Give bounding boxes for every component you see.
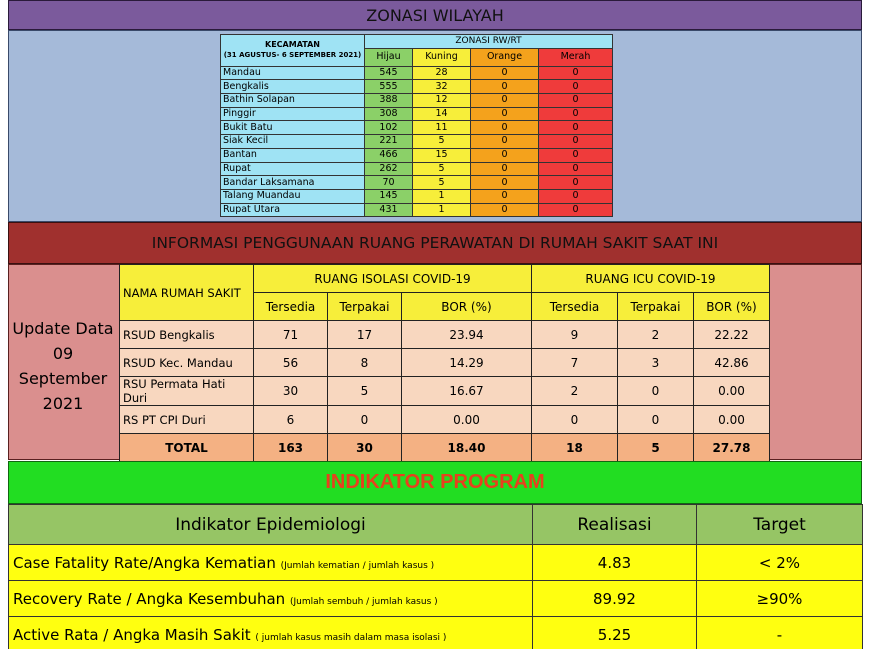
indikator-row bbox=[9, 581, 863, 617]
col-orange-header: Orange bbox=[471, 48, 539, 66]
sub-header-terpakai: Terpakai bbox=[328, 293, 402, 321]
zonasi-row bbox=[221, 66, 613, 80]
update-label-line: Update Data bbox=[12, 319, 114, 338]
col-kuning-header: Kuning bbox=[413, 48, 471, 66]
hijau-cell: 431 bbox=[365, 203, 413, 217]
kuning-cell: 11 bbox=[413, 121, 471, 135]
orange-cell: 0 bbox=[471, 203, 539, 217]
orange-cell: 0 bbox=[471, 66, 539, 80]
rs-icu-header: RUANG ICU COVID-19 bbox=[532, 265, 770, 293]
realisasi-header: Realisasi bbox=[533, 505, 697, 545]
orange-cell: 0 bbox=[471, 94, 539, 108]
sub-header-terpakai: Terpakai bbox=[618, 293, 694, 321]
rs-total-cell: 5 bbox=[618, 434, 694, 462]
merah-cell: 0 bbox=[539, 135, 613, 149]
rs-value-cell: 3 bbox=[618, 349, 694, 377]
indikator-header: Indikator Epidemiologi bbox=[9, 505, 533, 545]
rs-name-cell: RS PT CPI Duri bbox=[120, 406, 254, 434]
sub-header-tersedia: Tersedia bbox=[254, 293, 328, 321]
orange-cell: 0 bbox=[471, 107, 539, 121]
rs-value-cell: 0.00 bbox=[402, 406, 532, 434]
zonasi-row bbox=[221, 203, 613, 217]
hijau-cell: 221 bbox=[365, 135, 413, 149]
update-label-line: September bbox=[18, 369, 108, 388]
rs-value-cell: 17 bbox=[328, 321, 402, 349]
rs-value-cell: 0 bbox=[618, 377, 694, 406]
merah-cell: 0 bbox=[539, 107, 613, 121]
kecamatan-cell: Pinggir bbox=[221, 107, 365, 121]
rs-table bbox=[119, 264, 770, 462]
kuning-cell: 5 bbox=[413, 162, 471, 176]
merah-cell: 0 bbox=[539, 203, 613, 217]
zonasi-row bbox=[221, 189, 613, 203]
rs-total-cell: 30 bbox=[328, 434, 402, 462]
col-hijau-header: Hijau bbox=[365, 48, 413, 66]
rs-name-cell: RSUD Bengkalis bbox=[120, 321, 254, 349]
orange-cell: 0 bbox=[471, 135, 539, 149]
kuning-cell: 12 bbox=[413, 94, 471, 108]
indikator-table bbox=[8, 504, 863, 649]
hijau-cell: 308 bbox=[365, 107, 413, 121]
merah-cell: 0 bbox=[539, 162, 613, 176]
rs-value-cell: 5 bbox=[328, 377, 402, 406]
orange-cell: 0 bbox=[471, 162, 539, 176]
rs-row bbox=[120, 377, 770, 406]
rs-total-cell: 18.40 bbox=[402, 434, 532, 462]
rs-value-cell: 0.00 bbox=[694, 377, 770, 406]
indikator-note: (Jumlah kematian / jumlah kasus ) bbox=[280, 560, 435, 571]
realisasi-cell: 4.83 bbox=[533, 545, 697, 581]
kecamatan-cell: Bathin Solapan bbox=[221, 94, 365, 108]
zonasi-row bbox=[221, 94, 613, 108]
rs-total-cell: 18 bbox=[532, 434, 618, 462]
merah-cell: 0 bbox=[539, 176, 613, 190]
kecamatan-cell: Talang Muandau bbox=[221, 189, 365, 203]
rs-value-cell: 23.94 bbox=[402, 321, 532, 349]
zonasi-row bbox=[221, 80, 613, 94]
rs-value-cell: 0 bbox=[618, 406, 694, 434]
rs-value-cell: 2 bbox=[532, 377, 618, 406]
rs-value-cell: 0 bbox=[328, 406, 402, 434]
indikator-title: INDIKATOR PROGRAM bbox=[8, 461, 862, 504]
kuning-cell: 14 bbox=[413, 107, 471, 121]
rs-row bbox=[120, 406, 770, 434]
kuning-cell: 5 bbox=[413, 135, 471, 149]
rs-value-cell: 16.67 bbox=[402, 377, 532, 406]
hijau-cell: 555 bbox=[365, 80, 413, 94]
kecamatan-cell: Rupat bbox=[221, 162, 365, 176]
rs-name-header: NAMA RUMAH SAKIT bbox=[120, 265, 254, 321]
zonasi-row bbox=[221, 162, 613, 176]
sub-header-bor: BOR (%) bbox=[694, 293, 770, 321]
realisasi-cell: 89.92 bbox=[533, 581, 697, 617]
rs-row bbox=[120, 321, 770, 349]
kecamatan-cell: Rupat Utara bbox=[221, 203, 365, 217]
zonasi-kecamatan-header bbox=[221, 35, 365, 67]
rs-row bbox=[120, 349, 770, 377]
target-header: Target bbox=[697, 505, 863, 545]
rs-name-cell: RSUD Kec. Mandau bbox=[120, 349, 254, 377]
rs-value-cell: 7 bbox=[532, 349, 618, 377]
update-label-line: 2021 bbox=[42, 394, 84, 413]
merah-cell: 0 bbox=[539, 94, 613, 108]
kecamatan-cell: Bengkalis bbox=[221, 80, 365, 94]
merah-cell: 0 bbox=[539, 148, 613, 162]
rs-value-cell: 71 bbox=[254, 321, 328, 349]
rs-total-label: TOTAL bbox=[120, 434, 254, 462]
indikator-label-cell bbox=[9, 545, 533, 581]
indikator-label: Recovery Rate / Angka Kesembuhan bbox=[13, 589, 286, 608]
kuning-cell: 15 bbox=[413, 148, 471, 162]
kecamatan-cell: Bukit Batu bbox=[221, 121, 365, 135]
orange-cell: 0 bbox=[471, 148, 539, 162]
hijau-cell: 545 bbox=[365, 66, 413, 80]
target-cell: - bbox=[697, 617, 863, 649]
hijau-cell: 262 bbox=[365, 162, 413, 176]
kuning-cell: 1 bbox=[413, 203, 471, 217]
kuning-cell: 32 bbox=[413, 80, 471, 94]
target-cell: ≥90% bbox=[697, 581, 863, 617]
rs-name-cell: RSU Permata Hati Duri bbox=[120, 377, 254, 406]
indikator-label: Case Fatality Rate/Angka Kematian bbox=[13, 553, 276, 572]
hijau-cell: 145 bbox=[365, 189, 413, 203]
sub-header-bor: BOR (%) bbox=[402, 293, 532, 321]
zonasi-row bbox=[221, 148, 613, 162]
kecamatan-cell: Bandar Laksamana bbox=[221, 176, 365, 190]
merah-cell: 0 bbox=[539, 66, 613, 80]
hijau-cell: 70 bbox=[365, 176, 413, 190]
kuning-cell: 1 bbox=[413, 189, 471, 203]
merah-cell: 0 bbox=[539, 80, 613, 94]
col-merah-header: Merah bbox=[539, 48, 613, 66]
zonasi-row bbox=[221, 107, 613, 121]
kecamatan-cell: Siak Kecil bbox=[221, 135, 365, 149]
realisasi-cell: 5.25 bbox=[533, 617, 697, 649]
indikator-row bbox=[9, 617, 863, 649]
update-label-line: 09 bbox=[52, 344, 74, 363]
zonasi-body bbox=[221, 66, 613, 217]
zonasi-table bbox=[220, 34, 613, 217]
zonasi-rw-rt-header: ZONASI RW/RT bbox=[365, 35, 613, 49]
zonasi-row bbox=[221, 135, 613, 149]
indikator-row bbox=[9, 545, 863, 581]
target-cell: < 2% bbox=[697, 545, 863, 581]
rs-value-cell: 42.86 bbox=[694, 349, 770, 377]
indikator-label-cell bbox=[9, 617, 533, 649]
indikator-note: ( jumlah kasus masih dalam masa isolasi ) bbox=[255, 632, 447, 643]
zonasi-row bbox=[221, 176, 613, 190]
hijau-cell: 102 bbox=[365, 121, 413, 135]
rs-total-row bbox=[120, 434, 770, 462]
zonasi-row bbox=[221, 121, 613, 135]
kuning-cell: 28 bbox=[413, 66, 471, 80]
indikator-label-cell bbox=[9, 581, 533, 617]
orange-cell: 0 bbox=[471, 80, 539, 94]
orange-cell: 0 bbox=[471, 121, 539, 135]
rs-isolasi-header: RUANG ISOLASI COVID-19 bbox=[254, 265, 532, 293]
kecamatan-header-label: KECAMATAN bbox=[265, 40, 320, 50]
kuning-cell: 5 bbox=[413, 176, 471, 190]
hijau-cell: 466 bbox=[365, 148, 413, 162]
rs-value-cell: 14.29 bbox=[402, 349, 532, 377]
merah-cell: 0 bbox=[539, 189, 613, 203]
kecamatan-cell: Mandau bbox=[221, 66, 365, 80]
update-date-label bbox=[8, 316, 118, 416]
indikator-body bbox=[9, 545, 863, 649]
merah-cell: 0 bbox=[539, 121, 613, 135]
rs-value-cell: 0.00 bbox=[694, 406, 770, 434]
hijau-cell: 388 bbox=[365, 94, 413, 108]
rs-body bbox=[120, 321, 770, 462]
rs-value-cell: 30 bbox=[254, 377, 328, 406]
period-header-label: (31 AGUSTUS- 6 SEPTEMBER 2021) bbox=[223, 51, 362, 60]
rs-value-cell: 6 bbox=[254, 406, 328, 434]
indikator-note: (Jumlah sembuh / jumlah kasus ) bbox=[289, 596, 438, 607]
rs-value-cell: 8 bbox=[328, 349, 402, 377]
rs-value-cell: 22.22 bbox=[694, 321, 770, 349]
kecamatan-cell: Bantan bbox=[221, 148, 365, 162]
rs-value-cell: 56 bbox=[254, 349, 328, 377]
orange-cell: 0 bbox=[471, 176, 539, 190]
rs-title: INFORMASI PENGGUNAAN RUANG PERAWATAN DI RUMAH SAKIT SAAT INI bbox=[8, 222, 862, 264]
rs-total-cell: 27.78 bbox=[694, 434, 770, 462]
rs-value-cell: 2 bbox=[618, 321, 694, 349]
rs-value-cell: 9 bbox=[532, 321, 618, 349]
rs-value-cell: 0 bbox=[532, 406, 618, 434]
indikator-label: Active Rata / Angka Masih Sakit bbox=[13, 625, 251, 644]
rs-total-cell: 163 bbox=[254, 434, 328, 462]
sub-header-tersedia: Tersedia bbox=[532, 293, 618, 321]
zonasi-title: ZONASI WILAYAH bbox=[8, 0, 862, 30]
orange-cell: 0 bbox=[471, 189, 539, 203]
